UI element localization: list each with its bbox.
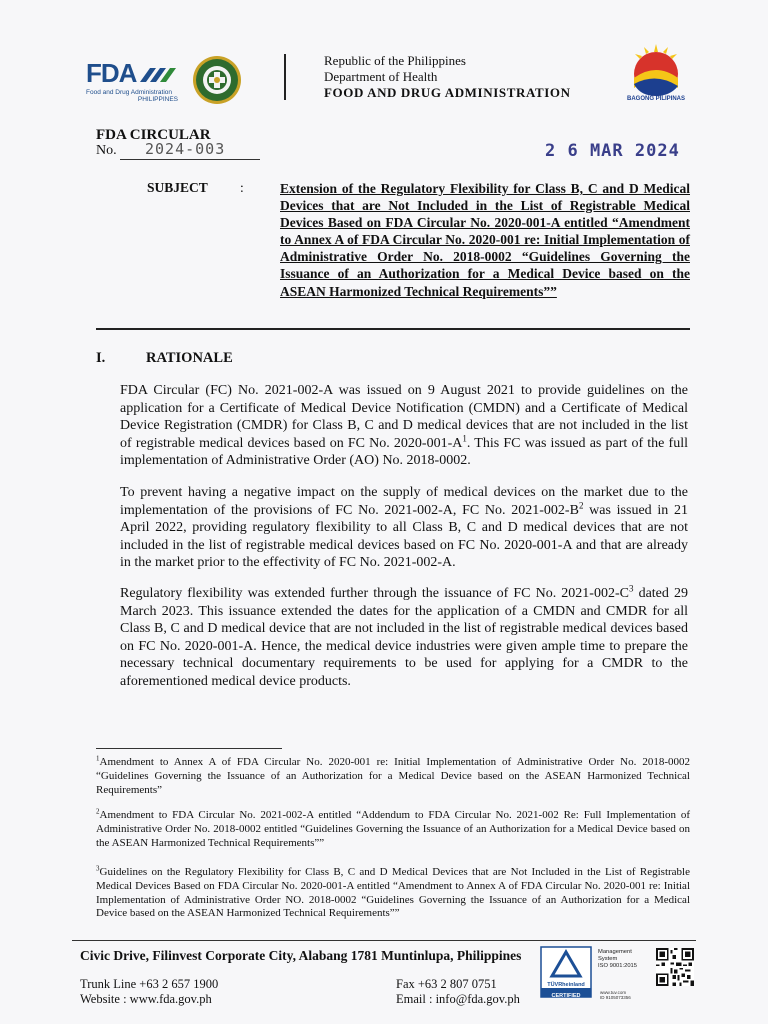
- agency-department: Department of Health: [324, 69, 438, 84]
- footnote-3-text: Guidelines on the Regulatory Flexibility for Class B, C and D Medical Devices that are Not Included in the List of Registrable Medical Devices Based on FDA Circular No. 2020-001-A entitled “Amendment to Annex A of FDA Circular No. 2020-001 re: Initial Implementation of Administrative Order NO. 2018-0002 “Guidelines Governing the Issuance of an Authorization for a Medical Device based on the ASEAN Harmonized Technical Requirements””: [96, 866, 690, 920]
- footnote-1-number: 1: [96, 754, 100, 763]
- footer-website[interactable]: Website : www.fda.gov.ph: [80, 992, 212, 1006]
- footer-fax: Fax +63 2 807 0751: [396, 977, 497, 991]
- bagong-pilipinas-label: BAGONG PILIPINAS: [626, 96, 685, 102]
- date-stamp: 2 6 MAR 2024: [545, 141, 680, 161]
- agency-block: [324, 53, 571, 101]
- tuv-certified-label: CERTIFIED: [551, 993, 581, 999]
- doh-seal-icon: [192, 55, 242, 105]
- fda-logo-subtitle: Food and Drug Administration: [86, 89, 172, 96]
- footnote-3: [96, 866, 690, 921]
- fda-logo-country: PHILIPPINES: [137, 96, 178, 103]
- footer-trunk-line: Trunk Line +63 2 657 1900: [80, 977, 219, 991]
- footnote-3-number: 3: [96, 864, 100, 873]
- footnote-2-number: 2: [96, 807, 100, 816]
- mgmt-line-3: ISO 9001:2015: [598, 963, 637, 969]
- circular-no-label: No.: [96, 143, 117, 158]
- circular-no-value: 2024-003: [145, 140, 226, 158]
- mgmt-line-2: System: [598, 956, 618, 962]
- footer-address: Civic Drive, Filinvest Corporate City, Alabang 1781 Muntinlupa, Philippines: [80, 948, 522, 963]
- tuv-id: ID 9105073356: [600, 995, 631, 1000]
- paragraph-2-text-b: was issued in 21 April 2022, providing regulatory flexibility to all Class B, C and D medical devices that are not included in the list of registrable medical devices based on FC No. 2020-001-A and that are already in the market prior to the effectivity of FC No. 2021-002-A.: [120, 502, 688, 571]
- section-title: RATIONALE: [146, 350, 233, 366]
- paragraph-3: [120, 585, 688, 691]
- circular-no-underline: [120, 159, 260, 160]
- footnote-2-text: Amendment to FDA Circular No. 2021-002-A entitled “Addendum to FDA Circular No. 2021-002 Re: Full Implementation of Administrative Order No. 2018-0002 entitled “Guidelines Governing the Issuance of an Authorization for a Medical Device based on the ASEAN Harmonized Technical Requirements””: [96, 809, 690, 849]
- footnote-ref-1: 1: [462, 433, 467, 444]
- tuv-url-block: [600, 990, 631, 1000]
- footnote-rule: [96, 748, 282, 749]
- paragraph-2-text-a: To prevent having a negative impact on the supply of medical devices on the market due to the implementation of the provisions of FC No. 2021-002-A, FC No. 2021-002-B: [120, 485, 688, 518]
- footnote-ref-3: 3: [628, 583, 634, 594]
- header-divider: [284, 54, 286, 100]
- circular-title: FDA CIRCULAR: [96, 127, 211, 143]
- bagong-pilipinas-icon: [626, 44, 686, 104]
- subject-colon: :: [240, 180, 244, 195]
- footer-email[interactable]: Email : info@fda.gov.ph: [396, 992, 520, 1006]
- paragraph-1-text-b: . This FC was issued as part of the full implementation of Administrative Order (AO) No. 2018-0002.: [120, 435, 688, 469]
- tuv-label: TÜVRheinland: [547, 982, 585, 988]
- qr-code-icon: [656, 948, 694, 986]
- subject-divider: [96, 328, 690, 330]
- footnote-ref-2: 2: [578, 499, 584, 510]
- management-system-text: [598, 949, 637, 970]
- subject-label: SUBJECT: [147, 180, 208, 195]
- footnote-2: [96, 809, 690, 850]
- section-number: I.: [96, 350, 106, 366]
- footnote-1-text: Amendment to Annex A of FDA Circular No. 2020-001 re: Initial Implementation of Administrative Order No. 2018-0002 “Guidelines Governing the Issuance of an Authorization for a Medical Device based on the ASEAN Harmonized Technical Requirements”: [96, 756, 690, 796]
- paragraph-1-text-a: FDA Circular (FC) No. 2021-002-A was issued on 9 August 2021 to provide guidelines on the application for a Certificate of Medical Device Notification (CMDN) and a Certificate of Medical Device Registration (CMDR) for Class B, C and D medical devices that are not included in the list of registrable medical devices based on FC No. 2020-001-A: [120, 383, 688, 451]
- footnote-1: [96, 756, 690, 797]
- tuv-url: www.tuv.com: [600, 990, 627, 995]
- agency-republic: Republic of the Philippines: [324, 53, 466, 68]
- paragraph-1: [120, 382, 688, 470]
- paragraph-3-text-b: dated 29 March 2023. This issuance extended the dates for the application of a CMDN and CMDR for all Class B, C and D medical device that are not included in the list of registrable medical devices based on FC No. 2020-001-A. Hence, the medical device industries were given ample time to prepare the necessary technical documentary requirements to be used for applying for a CMDR to the aforementioned medical device products.: [120, 586, 688, 689]
- fda-logo-stripes-icon: [136, 66, 180, 84]
- agency-name: FOOD AND DRUG ADMINISTRATION: [324, 85, 571, 100]
- tuv-certified-icon: [540, 946, 592, 998]
- fda-logo-icon: [86, 58, 186, 104]
- fda-logo-text: FDA: [86, 58, 137, 88]
- subject-text: Extension of the Regulatory Flexibility for Class B, C and D Medical Devices that are Not Included in the List of Registrable Medical Devices Based on FDA Circular No. 2020-001-A entitled “Amendment to Annex A of FDA Circular No. 2020-001 re: Initial Implementation of Administrative Order No. 2018-0002 “Guidelines Governing the Issuance of an Authorization for a Medical Device based on the ASEAN Harmonized Technical Requirements””: [280, 181, 690, 299]
- mgmt-line-1: Management: [598, 949, 632, 955]
- paragraph-3-text-a: Regulatory flexibility was extended further through the issuance of FC No. 2021-002-C: [120, 586, 629, 601]
- paragraph-2: [120, 484, 688, 572]
- footer-rule: [72, 940, 696, 941]
